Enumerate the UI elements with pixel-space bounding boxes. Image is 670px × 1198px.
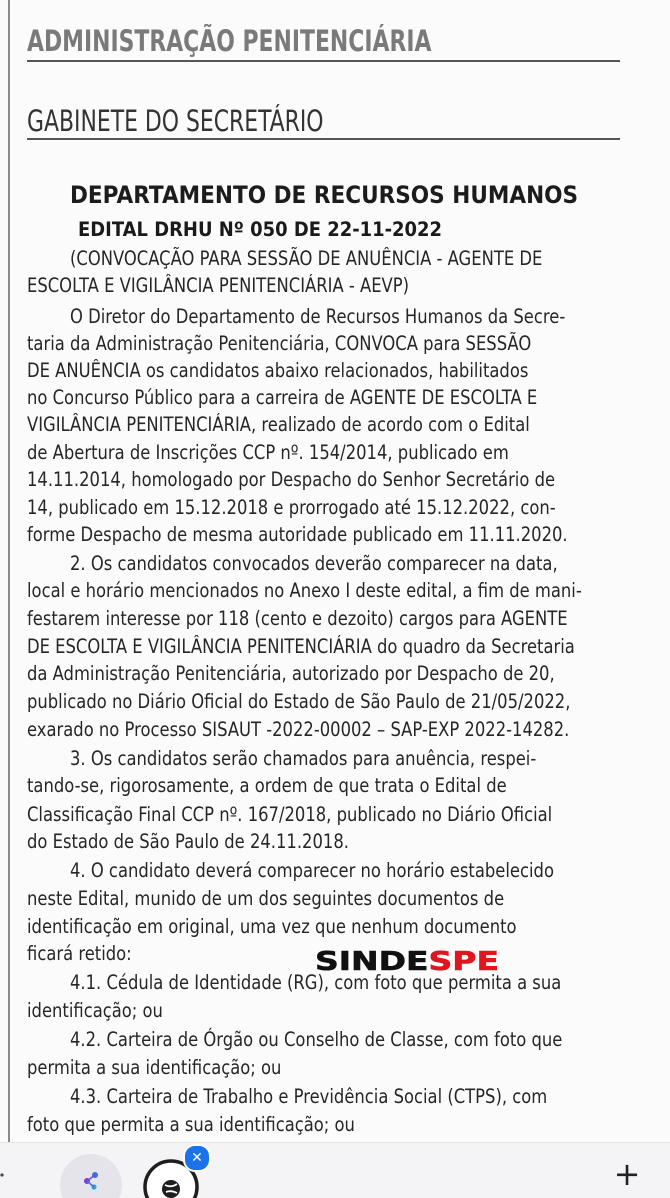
body-line: 14, publicado em 15.12.2018 e prorrogado até 15.12.2022, con- [27, 496, 556, 519]
body-line: 14.11.2014, homologado por Despacho do Senhor Secretário de [27, 468, 556, 491]
body-line: da Administração Penitenciária, autorizado por Despacho de 20, [27, 662, 555, 685]
share-app-button[interactable] [60, 1154, 122, 1198]
sindespe-watermark-logo [313, 945, 501, 975]
body-line: local e horário mencionados no Anexo I deste edital, a fim de mani- [27, 579, 582, 602]
add-button[interactable]: + [613, 1155, 641, 1193]
body-line: exarado no Processo SISAUT -2022-00002 – SAP-EXP 2022-14282. [27, 718, 570, 741]
body-line: festarem interesse por 118 (cento e dezoito) cargos para AGENTE [27, 607, 568, 630]
body-line: VIGILÂNCIA PENITENCIÁRIA, realizado de acordo com o Edital [27, 413, 530, 436]
body-line: DE ESCOLTA E VIGILÂNCIA PENITENCIÁRIA do quadro da Secretaria [27, 635, 575, 658]
body-line: de Abertura de Inscrições CCP nº. 154/2014, publicado em [27, 441, 509, 464]
body-line: 4.2. Carteira de Órgão ou Conselho de Classe, com foto que [70, 1028, 563, 1051]
body-line: identificação em original, uma vez que nenhum documento [27, 915, 517, 938]
section-divider [27, 60, 620, 62]
body-line: no Concurso Público para a carreira de AGENTE DE ESCOLTA E [27, 386, 538, 409]
body-line: (CONVOCAÇÃO PARA SESSÃO DE ANUÊNCIA - AGENTE DE [70, 247, 543, 270]
department-title: DEPARTAMENTO DE RECURSOS HUMANOS [70, 181, 579, 209]
body-line: ficará retido: [27, 942, 132, 965]
section-header: ADMINISTRAÇÃO PENITENCIÁRIA [27, 24, 432, 58]
left-margin-rule [8, 0, 10, 1142]
bottom-toolbar [0, 1142, 670, 1198]
body-line: foto que permita a sua identificação; ou [27, 1113, 355, 1136]
body-line: identificação; ou [27, 999, 163, 1022]
body-line: 4.1. Cédula de Identidade (RG), com foto que permita a sua [70, 971, 562, 994]
body-line: publicado no Diário Oficial do Estado de São Paulo de 21/05/2022, [27, 690, 571, 713]
subsection-divider [27, 138, 620, 140]
body-line: 2. Os candidatos convocados deverão comparecer na data, [70, 552, 558, 575]
body-line: Classificação Final CCP nº. 167/2018, publicado no Diário Oficial [27, 803, 553, 826]
browser-tab-button[interactable] [141, 1150, 207, 1198]
edital-title: EDITAL DRHU Nº 050 DE 22-11-2022 [78, 218, 442, 241]
body-line: permita a sua identificação; ou [27, 1056, 282, 1079]
body-line: taria da Administração Penitenciária, CONVOCA para SESSÃO [27, 332, 532, 355]
body-line: ESCOLTA E VIGILÂNCIA PENITENCIÁRIA - AEVP) [27, 274, 410, 297]
body-line: do Estado de São Paulo de 24.11.2018. [27, 830, 349, 853]
svg-text:SINDESPE: SINDE SPE [315, 947, 485, 975]
body-line: forme Despacho de mesma autoridade publicado em 11.11.2020. [27, 523, 568, 546]
body-line: O Diretor do Departamento de Recursos Humanos da Secre- [70, 305, 566, 328]
share-icon [79, 1168, 103, 1192]
close-badge-icon[interactable]: ✕ [183, 1144, 211, 1172]
body-line: 4.3. Carteira de Trabalho e Previdência Social (CTPS), com [70, 1085, 548, 1108]
body-line: 4. O candidato deverá comparecer no horário estabelecido [70, 859, 554, 882]
back-chevron-icon[interactable] [0, 1169, 8, 1181]
body-line: neste Edital, munido de um dos seguintes documentos de [27, 887, 505, 910]
body-line: DE ANUÊNCIA os candidatos abaixo relacionados, habilitados [27, 359, 529, 382]
body-line: 3. Os candidatos serão chamados para anuência, respei- [70, 747, 537, 770]
subsection-header: GABINETE DO SECRETÁRIO [27, 104, 324, 138]
body-line: tando-se, rigorosamente, a ordem de que trata o Edital de [27, 774, 507, 797]
